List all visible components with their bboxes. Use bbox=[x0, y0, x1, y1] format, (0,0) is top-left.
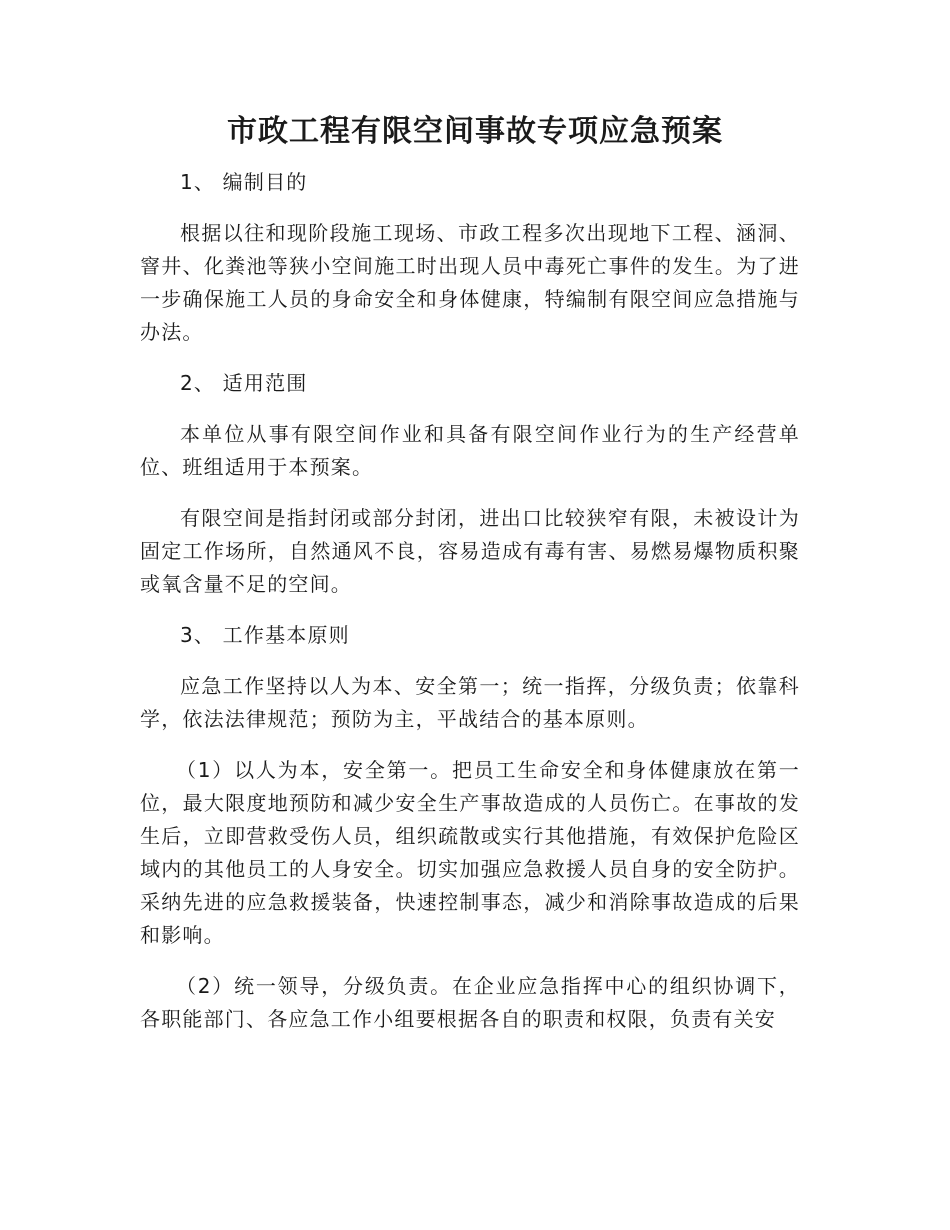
paragraph-scope: 本单位从事有限空间作业和具备有限空间作业行为的生产经营单位、班组适用于本预案。 bbox=[140, 422, 800, 479]
paragraph-principle-unified-leadership: （2）统一领导，分级负责。在企业应急指挥中心的组织协调下，各职能部门、各应急工作小组要根据各自的职责和权限，负责有关安 bbox=[140, 974, 800, 1031]
section-heading-purpose: 1、 编制目的 bbox=[180, 170, 308, 194]
section-heading-scope: 2、 适用范围 bbox=[180, 371, 308, 395]
paragraph-principle-people-first: （1）以人为本，安全第一。把员工生命安全和身体健康放在第一位，最大限度地预防和减少安全生产事故造成的人员伤亡。在事故的发生后，立即营救受伤人员，组织疏散或实行其他措施，有效保护危险区域内的其他员工的人身安全。切实加强应急救援人员自身的安全防护。采纳先进的应急救援装备，快速控制事态，减少和消除事故造成的后果和影响。 bbox=[140, 758, 800, 947]
document-body bbox=[140, 166, 800, 1036]
paragraph-confined-space-definition: 有限空间是指封闭或部分封闭，进出口比较狭窄有限，未被设计为固定工作场所，自然通风不良，容易造成有毒有害、易燃易爆物质积聚或氧含量不足的空间。 bbox=[140, 506, 800, 596]
paragraph-principles: 应急工作坚持以人为本、安全第一；统一指挥，分级负责；依靠科学，依法法律规范；预防为主，平战结合的基本原则。 bbox=[140, 674, 800, 731]
paragraph-purpose: 根据以往和现阶段施工现场、市政工程多次出现地下工程、涵洞、窨井、化粪池等狭小空间施工时出现人员中毒死亡事件的发生。为了进一步确保施工人员的身命安全和身体健康，特编制有限空间应急措施与办法。 bbox=[140, 221, 800, 344]
section-heading-principles: 3、 工作基本原则 bbox=[180, 623, 350, 647]
document-title: 市政工程有限空间事故专项应急预案 bbox=[227, 114, 723, 149]
